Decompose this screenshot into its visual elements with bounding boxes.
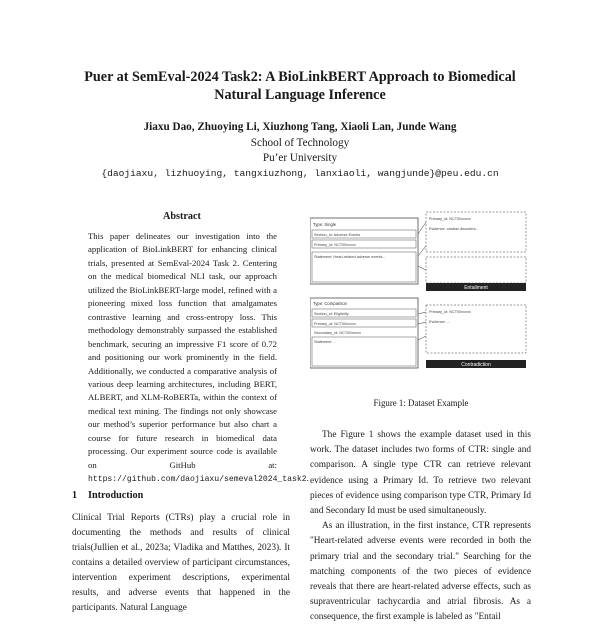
paragraph-figure-description: The Figure 1 shows the example dataset used in this work. The dataset includes two forms of CTR: single and comparison. A single type CTR can retrieve relevant evidence using a Primary Id. To retrieve two relevant pieces of evidence using comparison type CTR, Primary Id and Secondary Id must be used simultaneously. (310, 430, 531, 517)
author-list: Jiaxu Dao, Zhuoying Li, Xiuzhong Tang, Xiaoli Lan, Junde Wang (143, 121, 457, 133)
affiliation (40, 136, 560, 181)
paragraph-illustration: As an illustration, in the first instance, CTR represents "Heart-related adverse events were recorded in both the primary trial and the secondary trial." Searching for the matching components of the two pieces of evidence reveals that there are heart-related adverse effects, such as supraventricular tachycardia and atrial fibrosis. As a consequence, the first example is labeled as "Entail (310, 521, 531, 623)
single-ctr-group (310, 212, 526, 291)
single-link-3 (418, 266, 426, 270)
single-evidence-id: Primary_id: NCT00xxxxx (429, 217, 471, 221)
author-emails: {daojiaxu, lizhuoying, tangxiuzhong, lanxiaoli, wangjunde}@peu.edu.cn (101, 168, 499, 179)
single-evidence-text: Evidence: cardiac disorders... (429, 227, 479, 231)
single-field-statement-text: Statement: Heart-related adverse events... (314, 255, 386, 259)
comparison-box-title: Type: Comparison (313, 301, 347, 306)
comparison-field-section-text: Section_id: Eligibility (314, 312, 349, 316)
single-evidence-box-2 (426, 257, 526, 283)
right-column-text (310, 428, 531, 626)
figure-caption: Figure 1: Dataset Example (373, 398, 469, 408)
comparison-link-2 (418, 322, 426, 324)
title-line-2: Natural Language Inference (214, 87, 386, 103)
section-number: 1 (72, 490, 78, 501)
comparison-evidence-id: Primary_id: NCT00xxxxx (429, 310, 471, 314)
section-heading-introduction (72, 490, 143, 501)
section-title: Introduction (88, 490, 144, 501)
comparison-field-primary-text: Primary_id: NCT00xxxxx (314, 322, 356, 326)
affiliation-university: Pu’er University (262, 152, 338, 164)
entailment-label: Entailment (464, 285, 488, 291)
comparison-field-statement-text: Statement: ... (314, 340, 337, 344)
comparison-link-1 (418, 312, 426, 314)
contradiction-label: Contradiction (461, 362, 491, 368)
abstract-body (88, 230, 309, 487)
single-ctr-box (310, 218, 418, 284)
introduction-paragraph: Clinical Trial Reports (CTRs) play a crucial role in documenting the methods and results of clinical trials(Jullien et al., 2023a; Vladika and Matthes, 2023). It contains a detailed overview of participant circumstances, intervention experiment descriptions, experimental results, and adverse events that happened in the participants. Natural Language (72, 513, 290, 613)
affiliation-school: School of Technology (250, 137, 350, 149)
single-field-primary-text: Primary_id: NCT00xxxxx (314, 243, 356, 247)
abstract-heading: Abstract (163, 211, 201, 222)
title-line-1: Puer at SemEval-2024 Task2: A BioLinkBERT Approach to Biomedical (84, 69, 516, 85)
paper-title (40, 68, 560, 104)
single-box-title: Type: Single (313, 222, 337, 227)
comparison-evidence-text: Evidence: ... (429, 320, 450, 324)
comparison-field-secondary-text: Secondary_id: NCT00xxxxx (314, 331, 361, 335)
single-field-section-text: Section_id: Adverse Events (314, 233, 361, 237)
abstract-end: . (306, 473, 309, 484)
comparison-ctr-group (310, 298, 526, 368)
github-link[interactable]: https://github.com/daojiaxu/semeval2024_task2 (88, 475, 307, 485)
dataset-example-figure (310, 210, 535, 375)
single-link-2 (418, 246, 426, 256)
abstract-text: This paper delineates our investigation into the application of BioLinkBERT for enhancing clinical trials, presented at SemEval-2024 Task 2. Centering on the medical biomedical NLI task, our approach utilized the BioLinkBERT-large model, refined with a pioneering mixed loss function that amalgamates contrastive learning and cross-entropy loss. This methodology demonstrably surpassed the established benchmark, securing an impressive F1 score of 0.72 and positioning our work prominently in the field. Additionally, we conducted a comparative analysis of various deep learning architectures, including BERT, ALBERT, and XLM-RoBERTa, within the context of medical text mining. The findings not only showcase our method’s superior performance but also chart a course for future research in biomedical data processing. Our experiment source code is available on GitHub at: (88, 231, 277, 470)
comparison-link-3 (418, 336, 426, 340)
single-link-1 (418, 222, 426, 234)
